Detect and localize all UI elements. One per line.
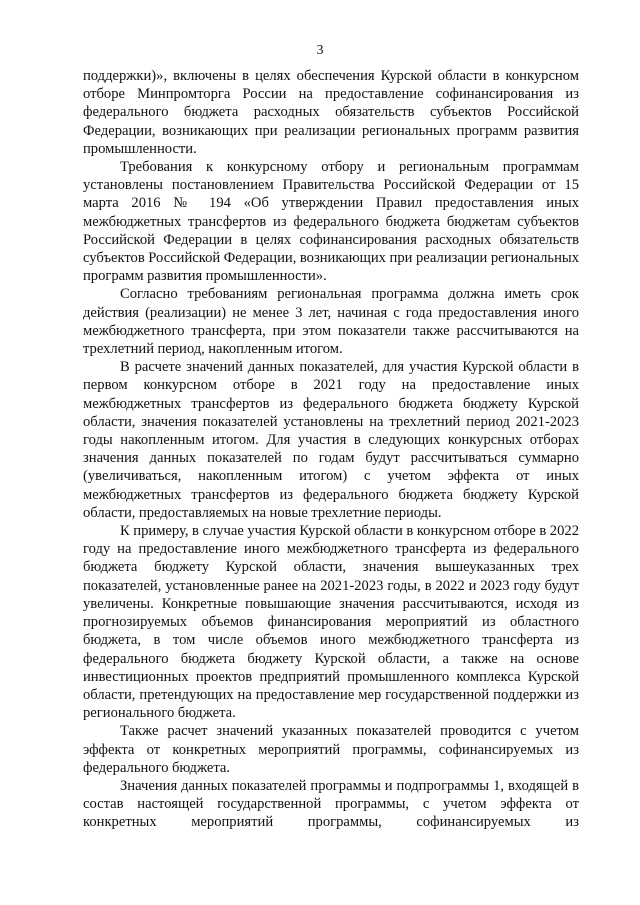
paragraph-3: Согласно требованиям региональная программа должна иметь срок действия (реализации) не менее 3 лет, начиная с года предоставления иного межбюджетного трансферта, при этом показатели также рассчитываются на трехлетний период, накопленным итогом.: [83, 286, 579, 358]
paragraph-2: Требования к конкурсному отбору и региональным программам установлены постановлением Правительства Российской Федерации от 15 марта 2016 № 194 «Об утверждении Правил предоставления иных межбюджетных трансфертов из федерального бюджета бюджетам субъектов Российской Федерации в целях софинансирования расходных обязательств субъектов Российской Федерации, возникающих при реализации региональных программ развития промышленности».: [83, 159, 579, 285]
paragraph-6: Также расчет значений указанных показателей проводится с учетом эффекта от конкретных мероприятий программы, софинансируемых из федерального бюджета.: [83, 723, 579, 776]
paragraph-1: поддержки)», включены в целях обеспечения Курской области в конкурсном отборе Минпромторга России на предоставление софинансирования из федерального бюджета расходных обязательств субъектов Российской Федерации, возникающих при реализации региональных программ развития промышленности.: [83, 68, 579, 157]
page-number: 3: [316, 43, 324, 58]
document-body: [83, 67, 579, 832]
paragraph-5: К примеру, в случае участия Курской области в конкурсном отборе в 2022 году на предоставление иного межбюджетного трансферта из федерального бюджета бюджету Курской области, значения вышеуказанных трех показателей, установленные ранее на 2021-2023 годы, в 2022 и 2023 году будут увеличены. Конкретные повышающие значения рассчитываются, исходя из прогнозируемых объемов финансирования мероприятий из областного бюджета, в том числе объемов иного межбюджетного трансферта из федерального бюджета бюджету Курской области, а также на основе инвестиционных проектов предприятий промышленного комплекса Курской области, претендующих на предоставление мер государственной поддержки из регионального бюджета.: [83, 523, 579, 722]
paragraph-4: В расчете значений данных показателей, для участия Курской области в первом конкурсном отборе в 2021 году на предоставление иных межбюджетных трансфертов из федерального бюджета бюджету Курской области, значения показателей установлены на трехлетний период 2021-2023 годы накопленным итогом. Для участия в следующих конкурсных отборах значения данных показателей по годам будут рассчитываться суммарно (увеличиваться, накопленным итогом) с учетом эффекта от иных межбюджетных трансфертов из федерального бюджета бюджету Курской области, предоставляемых на новые трехлетние периоды.: [83, 359, 579, 521]
paragraph-7: Значения данных показателей программы и подпрограммы 1, входящей в состав настоящей государственной программы, с учетом эффекта от конкретных мероприятий программы, софинансируемых из: [83, 777, 579, 831]
